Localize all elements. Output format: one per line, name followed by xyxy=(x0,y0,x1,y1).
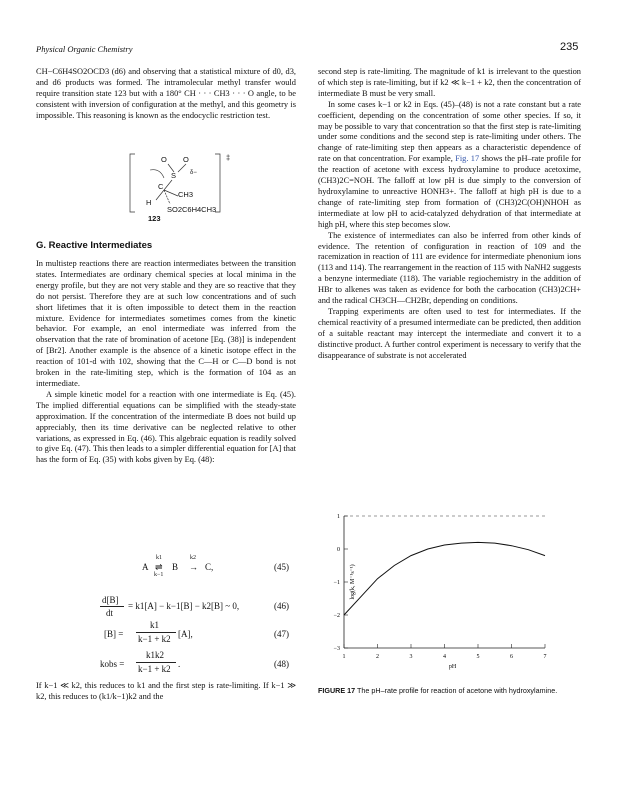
eq45-b: B xyxy=(172,562,179,572)
right-bracket xyxy=(215,154,220,212)
atom-s: S xyxy=(171,171,177,180)
left-bracket xyxy=(130,154,135,212)
eq48-frac-den: k−1 + k2 xyxy=(138,664,171,674)
ph-rate-chart xyxy=(330,508,570,678)
figure-17-link[interactable]: Fig. 17 xyxy=(455,154,480,164)
atom-o2: O xyxy=(183,155,189,164)
eq45-km1: k−1 xyxy=(154,572,164,578)
right-body xyxy=(318,67,581,361)
figure-17-caption xyxy=(318,686,580,696)
structure-123 xyxy=(120,150,280,223)
so2-label: SO2C6H4CH3 xyxy=(167,205,217,214)
eq47-frac-line xyxy=(136,632,176,633)
atom-h: H xyxy=(146,198,152,207)
eq45-arrows: ⇌ xyxy=(155,562,163,572)
eq47-number: (47) xyxy=(274,629,289,639)
eq45-c: C, xyxy=(205,562,214,572)
right-paragraph-2-a: In some cases k−1 or k2 in Eqs. (45)–(48) is not a rate constant but a rate coefficient, depending on the concentration of some other species. If so, it may be possible to vary that concentration so that the first step is rate-limiting under some conditions and the second step is rate-limiting under others. The change of rate-limiting step then appears as a characteristic dependence of rate on that concentration. For example, xyxy=(318,99,581,164)
right-paragraph-3: The existence of intermediates can also be inferred from other kinds of evidence. The retention of configuration in reaction of 109 and the racemization in reaction of 111 are evidence for intermediate phenonium ions (113 and 114). The rearrangement in the reaction of 115 with NaNH2 suggests a benzyne intermediate (118). The variable regiochemistry in the addition of HBr to alkenes was taken as evidence for both the carbocation (CH3)2CH+ and the radical CH3CH—CH2Br, depending on conditions. xyxy=(318,230,581,306)
eq46-number: (46) xyxy=(274,601,289,611)
eq48-frac-line xyxy=(136,662,176,663)
bond-s-c xyxy=(164,180,172,190)
left-paragraph-1: In multistep reactions there are reaction intermediates between the transition states. Intermediates are ordinary chemical species at local minima in the energy profile, but they are not very stable and they are so reactive that they do not persist. Therefore they are at such low concentrations and of such short lifetimes that it is often impossible to detect them in the reaction mixture. Evidence for intermediates sometimes comes from the kinetic behavior. For example, an enol intermediate was inferred from the observation that the rate of bromination of acetone [Eq. (38)] is independent of [Br2]. Another example is the absence of a kinetic isotope effect in the reaction of 101-d with 102, showing that the C—H or C—D bond is not broken in the rate-limiting step, which is the formation of 104 as an intermediate. xyxy=(36,259,296,388)
y-tick-label: −2 xyxy=(333,613,340,619)
eq45-arrow: → xyxy=(189,562,198,572)
atom-c: C xyxy=(158,182,164,191)
eq45-number: (45) xyxy=(274,562,289,572)
x-tick-label: 7 xyxy=(543,654,547,660)
eq46-lhs-den: dt xyxy=(106,608,114,618)
ring-arc xyxy=(150,170,164,178)
x-tick-label: 6 xyxy=(510,654,513,660)
eq47-frac-den: k−1 + k2 xyxy=(138,634,171,644)
y-axis-label: log(k, M⁻¹s⁻¹) xyxy=(350,564,356,600)
y-tick-label: −1 xyxy=(333,580,340,586)
eq48-number: (48) xyxy=(274,659,289,669)
x-tick-label: 4 xyxy=(443,654,446,660)
bond-o2-s xyxy=(178,164,186,172)
eq45-k2: k2 xyxy=(190,555,196,561)
bond-c-h xyxy=(156,190,164,200)
right-paragraph-2-b: shows the pH–rate profile for the reaction of acetone with excess hydroxylamine to produce acetoxime, (CH3)2C=NOH. The falloff at low pH is due simply to the conversion of hydroxylamine to unreactive HONH3+. The falloff at high pH is due to a change of rate-limiting step from formation of (CH3)2C(OH)NHOH as intermediate at low pH to acid-catalyzed dehydration of that intermediate at high pH, where this step becomes slow. xyxy=(318,154,582,229)
eq46-lhs-num: d[B] xyxy=(102,595,119,605)
running-title: Physical Organic Chemistry xyxy=(36,44,133,54)
y-tick-label: 0 xyxy=(337,547,340,553)
right-paragraph-4: Trapping experiments are often used to test for intermediates. If the chemical reactivity of a presumed intermediate can be predicted, then addition of a suitable reactant may intercept the intermediate and convert it to a distinctive product. A further control experiment is necessary to verify that the disappearance of substrate is not accelerated xyxy=(318,306,581,360)
x-axis-label: pH xyxy=(448,664,457,670)
x-tick-label: 5 xyxy=(476,654,480,660)
delta-label: δ− xyxy=(190,170,197,176)
eq47-rhs: [A], xyxy=(178,629,193,639)
left-tail-paragraph: If k−1 ≪ k2, this reduces to k1 and the first step is rate-limiting. If k−1 ≫ k2, this reduces to (k1/k−1)k2 and the xyxy=(36,681,296,701)
intro-paragraph xyxy=(36,67,296,122)
x-tick-label: 3 xyxy=(409,654,413,660)
y-tick-label: 1 xyxy=(337,514,340,520)
page-number: 235 xyxy=(560,41,579,53)
compound-number: 123 xyxy=(148,214,161,223)
series-line-ph-rate xyxy=(344,542,545,615)
atom-o1: O xyxy=(161,155,167,164)
left-paragraph-2: A simple kinetic model for a reaction with one intermediate is Eq. (45). The implied differential equations can be simplified with the steady-state approximation. If the concentration of the intermediate B does not build up appreciably, then its time derivative can be neglected relative to other variations, as expressed in Eq. (46). This algebraic equation is readily solved to give Eq. (47). This then leads to a simpler differential equation for [A] that has the form of Eq. (35) with kobs given by Eq. (48): xyxy=(36,389,296,465)
dagger-label: ‡ xyxy=(226,153,231,162)
ch3-label: CH3 xyxy=(178,190,194,199)
eq48-rhs: . xyxy=(178,659,181,669)
y-tick-label: −3 xyxy=(333,646,340,652)
figure-17-label: FIGURE 17 xyxy=(318,686,356,695)
right-paragraph-2 xyxy=(318,100,581,231)
eq48-frac-num: k1k2 xyxy=(146,650,164,660)
left-body xyxy=(36,259,296,466)
x-tick-label: 2 xyxy=(376,654,379,660)
eq48-lhs: kobs = xyxy=(100,659,125,669)
intro-text: CH−C6H4SO2OCD3 (d6) and observing that a statistical mixture of d0, d3, and d6 products was formed. The intramolecular methyl transfer would require transition state 123 but with a 180° CH · · · CH3 · · · O angle, to be consistent with inversion of configuration at the methyl, and this geometry is impossible. This reasoning is known as the endocyclic restriction test. xyxy=(36,67,296,120)
eq46-rhs: = k1[A] − k−1[B] − k2[B] ~ 0, xyxy=(128,601,240,611)
x-tick-label: 1 xyxy=(342,654,346,660)
right-paragraph-1: second step is rate-limiting. The magnitude of k1 is irrelevant to the question of which step is rate-limiting, but if k2 ≪ k−1 + k2, then the concentration of intermediate B must be very small. xyxy=(318,67,581,98)
eq46-frac-line xyxy=(100,606,124,607)
eq45-a: A xyxy=(142,562,149,572)
figure-17-caption-text: The pH–rate profile for reaction of acetone with hydroxylamine. xyxy=(357,686,558,695)
eq47-lhs: [B] = xyxy=(104,629,124,639)
bond-c-ch3 xyxy=(164,190,178,196)
eq47-frac-num: k1 xyxy=(150,620,159,630)
eq45-k1: k1 xyxy=(156,555,162,561)
section-heading: G. Reactive Intermediates xyxy=(36,240,153,251)
